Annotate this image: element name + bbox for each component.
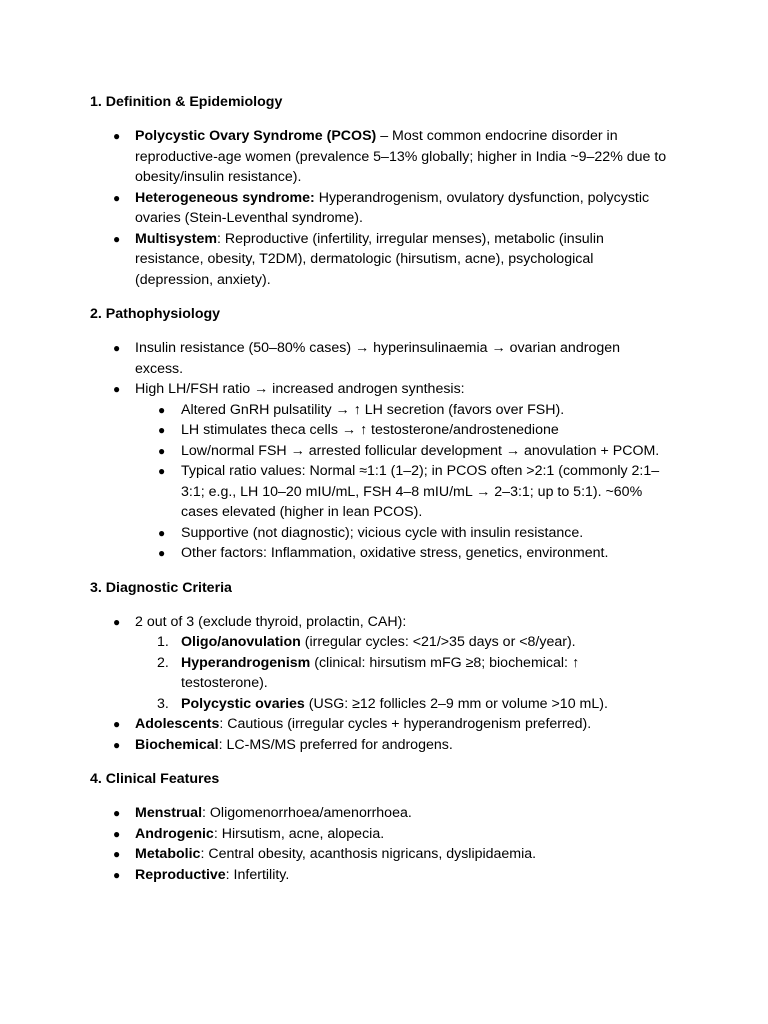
sub-list-item: ● LH stimulates theca cells → ↑ testosterone/androstenedione [0, 420, 768, 441]
section-heading: 3. Diagnostic Criteria [90, 579, 232, 596]
list-item: ● Heterogeneous syndrome: Hyperandrogenism, ovulatory dysfunction, polycystic ovaries (Stein-Leventhal syndrome). [113, 189, 650, 226]
numbered-item: 1. Oligo/anovulation (irregular cycles: <21/>35 days or <8/year). [157, 634, 576, 650]
numbered-item: 3. Polycystic ovaries (USG: ≥12 follicles 2–9 mm or volume >10 mL). [157, 695, 608, 712]
list-item: ● Adolescents: Cautious (irregular cycles + hyperandrogenism preferred). [0, 714, 768, 735]
bullet-icon: ● [113, 806, 121, 820]
section-pathophysiology [0, 304, 768, 564]
section-definition [0, 92, 768, 290]
section-clinical-features [0, 769, 768, 885]
list-item: ● Insulin resistance (50–80% cases) → hyperinsulinaemia → ovarian androgen excess. [113, 340, 621, 377]
sub-list-item: ● Typical ratio values: Normal ≈1:1 (1–2); in PCOS often >2:1 (commonly 2:1–3:1; e.g., LH 10–20 mIU/mL, FSH 4–8 mIU/mL → 2–3:1; up to 5:1). ~60% cases elevated (higher in lean PCOS). [158, 463, 660, 520]
sub-list-item: ● Low/normal FSH → arrested follicular development → anovulation + PCOM. [0, 441, 768, 462]
section-heading: 1. Definition & Epidemiology [90, 94, 283, 110]
bullet-icon: ● [158, 423, 166, 437]
list-item: ● Reproductive: Infertility. [0, 865, 768, 886]
sub-list-item: ● Altered GnRH pulsatility → ↑ LH secretion (favors over FSH). [0, 400, 768, 421]
bullet-list [0, 803, 768, 885]
numbered-item: 2. Hyperandrogenism (clinical: hirsutism mFG ≥8; biochemical: ↑ testosterone). [157, 654, 580, 691]
section-diagnostic-criteria [0, 578, 768, 756]
sub-list-item: ● Other factors: Inflammation, oxidative stress, genetics, environment. [0, 543, 768, 564]
bullet-list [0, 612, 768, 756]
bullet-icon: ● [113, 190, 121, 205]
sub-list-item: ● Supportive (not diagnostic); vicious cycle with insulin resistance. [0, 523, 768, 544]
list-item: ● Metabolic: Central obesity, acanthosis nigricans, dyslipidaemia. [0, 844, 768, 865]
bullet-icon: ● [158, 402, 166, 417]
section-heading: 2. Pathophysiology [90, 306, 221, 322]
bullet-icon: ● [113, 826, 121, 841]
bullet-icon: ● [113, 231, 121, 246]
list-item: ● Androgenic: Hirsutism, acne, alopecia. [0, 824, 768, 845]
list-item: ● Polycystic Ovary Syndrome (PCOS) – Most common endocrine disorder in reproductive-age women (prevalence 5–13% globally; higher in India ~9–22% due to obesity/insulin resistance). [113, 128, 667, 185]
bullet-icon: ● [113, 717, 121, 731]
bullet-icon: ● [113, 614, 121, 629]
list-item: ● Biochemical: LC-MS/MS preferred for androgens. [0, 735, 768, 756]
bullet-icon: ● [113, 341, 121, 355]
bullet-icon: ● [113, 382, 121, 396]
bullet-icon: ● [113, 129, 121, 143]
list-item: ● 2 out of 3 (exclude thyroid, prolactin, CAH): [0, 612, 768, 633]
bullet-icon: ● [158, 525, 166, 540]
bullet-icon: ● [158, 443, 166, 458]
bullet-icon: ● [113, 847, 121, 861]
section-heading: 4. Clinical Features [90, 771, 220, 787]
list-item: ● Menstrual: Oligomenorrhoea/amenorrhoea. [0, 803, 768, 824]
list-item: ● High LH/FSH ratio → increased androgen synthesis: [0, 379, 768, 400]
list-item: ● Multisystem: Reproductive (infertility, irregular menses), metabolic (insulin resistance, obesity, T2DM), dermatologic (hirsutism, acne), psychological (depression, anxiety). [113, 230, 604, 288]
bullet-list [0, 126, 768, 290]
bullet-list [0, 338, 768, 564]
bullet-icon: ● [113, 867, 121, 882]
bullet-icon: ● [158, 464, 166, 478]
bullet-icon: ● [113, 737, 121, 752]
bullet-icon: ● [158, 546, 166, 560]
